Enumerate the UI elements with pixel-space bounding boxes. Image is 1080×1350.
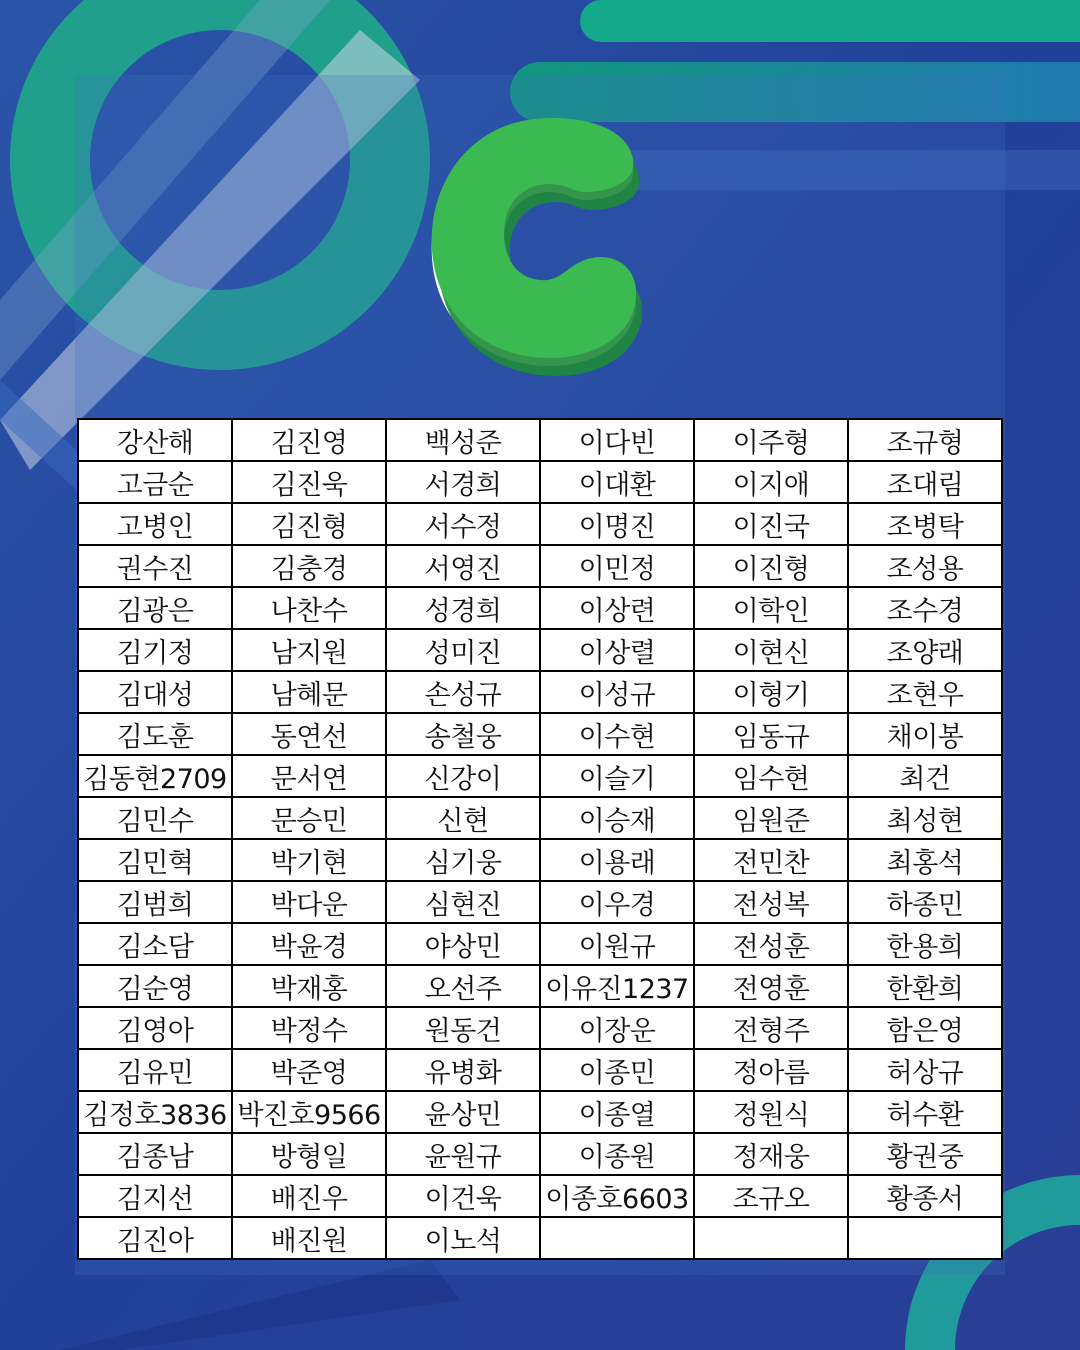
name-cell: 최홍석: [848, 839, 1002, 881]
name-cell: 동연선: [232, 713, 386, 755]
name-cell: 한환희: [848, 965, 1002, 1007]
name-cell: 심기웅: [386, 839, 540, 881]
name-cell: 심현진: [386, 881, 540, 923]
table-row: [78, 797, 1002, 839]
name-cell: 김민혁: [78, 839, 232, 881]
name-cell: 한용희: [848, 923, 1002, 965]
name-cell: 조규오: [694, 1175, 848, 1217]
table-row: [78, 1007, 1002, 1049]
name-cell: 황권중: [848, 1133, 1002, 1175]
name-cell: 김도훈: [78, 713, 232, 755]
name-cell: 박다운: [232, 881, 386, 923]
name-cell: 이종원: [540, 1133, 694, 1175]
name-cell: 전민찬: [694, 839, 848, 881]
name-cell: 이수현: [540, 713, 694, 755]
name-cell: 정재웅: [694, 1133, 848, 1175]
name-cell: 황종서: [848, 1175, 1002, 1217]
name-cell: 오선주: [386, 965, 540, 1007]
name-cell: 윤원규: [386, 1133, 540, 1175]
name-cell: 임수현: [694, 755, 848, 797]
table-row: [78, 965, 1002, 1007]
name-cell: 이주형: [694, 419, 848, 461]
name-cell: 권수진: [78, 545, 232, 587]
name-cell: 이진형: [694, 545, 848, 587]
name-cell: 이성규: [540, 671, 694, 713]
table-row: [78, 1091, 1002, 1133]
name-cell: 성미진: [386, 629, 540, 671]
name-cell: 김범희: [78, 881, 232, 923]
name-cell: 이원규: [540, 923, 694, 965]
name-cell: 박준영: [232, 1049, 386, 1091]
name-cell: 강산해: [78, 419, 232, 461]
name-cell: 이우경: [540, 881, 694, 923]
name-cell: 정아름: [694, 1049, 848, 1091]
name-cell: 김진아: [78, 1217, 232, 1259]
name-cell: 서영진: [386, 545, 540, 587]
name-cell: 이현신: [694, 629, 848, 671]
name-cell: 이민정: [540, 545, 694, 587]
table-row: [78, 839, 1002, 881]
name-cell: 김유민: [78, 1049, 232, 1091]
name-cell: 이용래: [540, 839, 694, 881]
name-cell: 박정수: [232, 1007, 386, 1049]
name-cell: 하종민: [848, 881, 1002, 923]
name-cell: 서수정: [386, 503, 540, 545]
name-cell: 박윤경: [232, 923, 386, 965]
name-cell: 송철웅: [386, 713, 540, 755]
table-row: [78, 1175, 1002, 1217]
name-cell: 김충경: [232, 545, 386, 587]
name-cell: 서경희: [386, 461, 540, 503]
name-cell: 이학인: [694, 587, 848, 629]
name-cell: 전성복: [694, 881, 848, 923]
table-row: [78, 923, 1002, 965]
name-cell: 성경희: [386, 587, 540, 629]
table-row: [78, 671, 1002, 713]
name-cell: 임동규: [694, 713, 848, 755]
name-cell: 김정호3836: [78, 1091, 232, 1133]
table-row: [78, 881, 1002, 923]
name-cell: 남지원: [232, 629, 386, 671]
name-cell: 김진형: [232, 503, 386, 545]
name-cell: 이진국: [694, 503, 848, 545]
name-cell: 유병화: [386, 1049, 540, 1091]
name-cell: 함은영: [848, 1007, 1002, 1049]
name-cell: 이대환: [540, 461, 694, 503]
name-cell: 방형일: [232, 1133, 386, 1175]
name-cell: 전형주: [694, 1007, 848, 1049]
name-cell: 최건: [848, 755, 1002, 797]
name-cell: 이유진1237: [540, 965, 694, 1007]
name-cell: 백성준: [386, 419, 540, 461]
name-cell: 문승민: [232, 797, 386, 839]
name-cell: 문서연: [232, 755, 386, 797]
name-cell: [540, 1217, 694, 1259]
name-cell: 김기정: [78, 629, 232, 671]
table-row: [78, 1049, 1002, 1091]
name-cell: [848, 1217, 1002, 1259]
name-cell: 이노석: [386, 1217, 540, 1259]
table-row: [78, 503, 1002, 545]
name-cell: 박진호9566: [232, 1091, 386, 1133]
table-row: [78, 1133, 1002, 1175]
names-table: [77, 418, 1003, 1260]
name-cell: 이형기: [694, 671, 848, 713]
name-cell: 조규형: [848, 419, 1002, 461]
name-cell: 윤상민: [386, 1091, 540, 1133]
name-cell: 김동현2709: [78, 755, 232, 797]
name-cell: 김대성: [78, 671, 232, 713]
name-cell: 정원식: [694, 1091, 848, 1133]
table-row: [78, 587, 1002, 629]
name-cell: 고병인: [78, 503, 232, 545]
name-cell: 조대림: [848, 461, 1002, 503]
name-cell: 박재홍: [232, 965, 386, 1007]
name-cell: 전영훈: [694, 965, 848, 1007]
name-cell: 배진우: [232, 1175, 386, 1217]
table-row: [78, 755, 1002, 797]
name-cell: 이지애: [694, 461, 848, 503]
name-cell: [694, 1217, 848, 1259]
name-cell: 박기현: [232, 839, 386, 881]
name-cell: 조병탁: [848, 503, 1002, 545]
name-cell: 이상련: [540, 587, 694, 629]
table-row: [78, 461, 1002, 503]
name-cell: 이장운: [540, 1007, 694, 1049]
c-logo: [400, 100, 680, 380]
name-cell: 나찬수: [232, 587, 386, 629]
name-cell: 김순영: [78, 965, 232, 1007]
name-cell: 이종열: [540, 1091, 694, 1133]
name-cell: 신현: [386, 797, 540, 839]
name-cell: 이다빈: [540, 419, 694, 461]
name-cell: 이승재: [540, 797, 694, 839]
name-cell: 고금순: [78, 461, 232, 503]
name-cell: 허상규: [848, 1049, 1002, 1091]
name-cell: 김소담: [78, 923, 232, 965]
name-cell: 배진원: [232, 1217, 386, 1259]
name-cell: 이상렬: [540, 629, 694, 671]
name-cell: 야상민: [386, 923, 540, 965]
name-cell: 원동건: [386, 1007, 540, 1049]
name-cell: 신강이: [386, 755, 540, 797]
table-row: [78, 419, 1002, 461]
name-cell: 김광은: [78, 587, 232, 629]
name-cell: 이명진: [540, 503, 694, 545]
name-cell: 허수환: [848, 1091, 1002, 1133]
name-cell: 손성규: [386, 671, 540, 713]
name-cell: 남혜문: [232, 671, 386, 713]
table-row: [78, 629, 1002, 671]
name-cell: 김지선: [78, 1175, 232, 1217]
name-cell: 이건욱: [386, 1175, 540, 1217]
name-cell: 조성용: [848, 545, 1002, 587]
name-cell: 김종남: [78, 1133, 232, 1175]
name-cell: 조양래: [848, 629, 1002, 671]
table-row: [78, 713, 1002, 755]
name-cell: 임원준: [694, 797, 848, 839]
name-cell: 조현우: [848, 671, 1002, 713]
name-cell: 전성훈: [694, 923, 848, 965]
name-cell: 김진욱: [232, 461, 386, 503]
table-row: [78, 545, 1002, 587]
name-cell: 조수경: [848, 587, 1002, 629]
name-cell: 이슬기: [540, 755, 694, 797]
name-cell: 이종호6603: [540, 1175, 694, 1217]
name-cell: 김진영: [232, 419, 386, 461]
name-cell: 채이봉: [848, 713, 1002, 755]
table-row: [78, 1217, 1002, 1259]
name-cell: 김영아: [78, 1007, 232, 1049]
name-cell: 최성현: [848, 797, 1002, 839]
name-cell: 이종민: [540, 1049, 694, 1091]
name-cell: 김민수: [78, 797, 232, 839]
